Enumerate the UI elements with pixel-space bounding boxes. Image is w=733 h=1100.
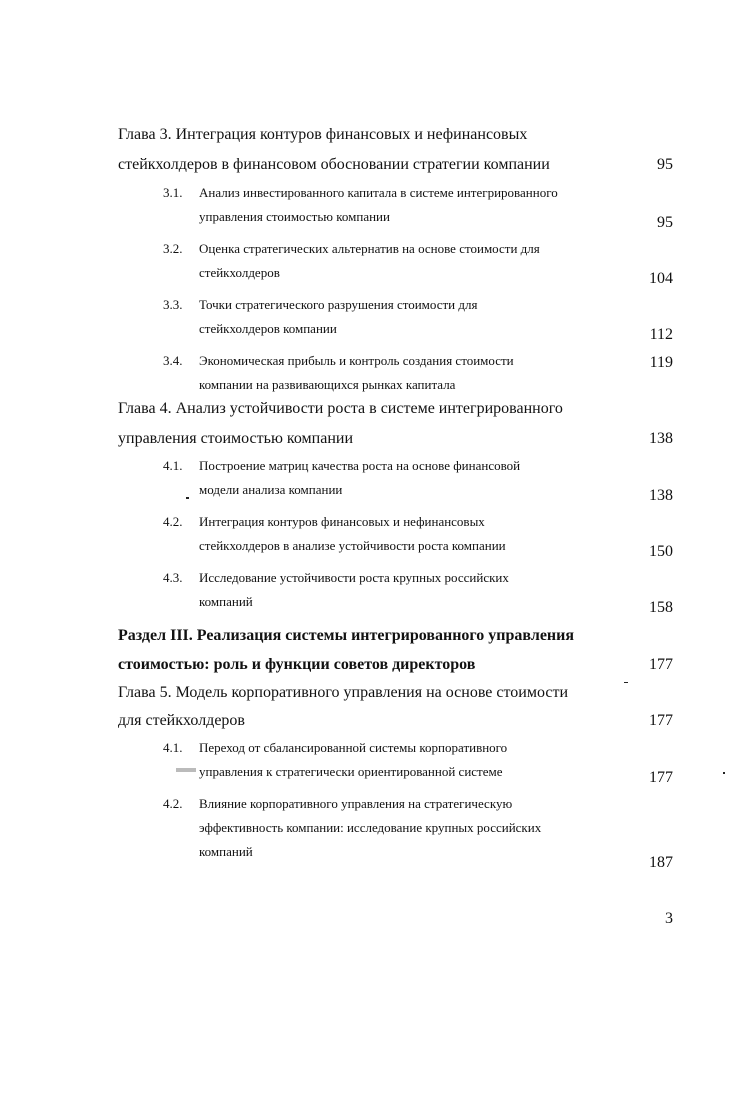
ch4-s1-page: 138 — [649, 487, 673, 504]
ch3-s1-page: 95 — [657, 214, 673, 231]
ch4-title-line2: управления стоимостью компании — [118, 430, 354, 447]
ch5-s2-line1 — [163, 796, 512, 812]
ch5-s1-line1 — [163, 740, 507, 756]
ch4-s2-line1 — [163, 514, 485, 530]
ch5-title-line2: для стейкхолдеров — [118, 712, 245, 729]
ch5-s1-page: 177 — [649, 769, 673, 786]
ch3-s4-num: 3.4. — [163, 353, 183, 368]
ch5-s1-line2: управления к стратегически ориентированной системе — [199, 764, 503, 779]
ch4-s2-page: 150 — [649, 543, 673, 560]
sec3-page: 177 — [649, 656, 673, 673]
ch4-s3-num: 4.3. — [163, 570, 183, 585]
ch4-page: 138 — [649, 430, 673, 447]
ch3-s3-text1: Точки стратегического разрушения стоимости для — [199, 297, 478, 312]
ch5-s2-num: 4.2. — [163, 796, 183, 811]
ch3-s3-num: 3.3. — [163, 297, 183, 312]
ch3-s2-line2: стейкхолдеров — [199, 265, 280, 280]
ch3-title-line1: Глава 3. Интеграция контуров финансовых и нефинансовых — [118, 126, 528, 143]
ch5-title-line1: Глава 5. Модель корпоративного управления на основе стоимости — [118, 684, 569, 701]
ch3-s4-line1 — [163, 353, 514, 369]
ch3-s1-line1 — [163, 185, 558, 201]
ch4-s1-num: 4.1. — [163, 458, 183, 473]
ch5-page: 177 — [649, 712, 673, 729]
ch4-s1-text1: Построение матриц качества роста на основе финансовой — [199, 458, 521, 473]
ch4-s3-text1: Исследование устойчивости роста крупных российских — [199, 570, 509, 585]
scan-speck — [186, 497, 189, 499]
ch4-s1-line1 — [163, 458, 520, 474]
ch3-s3-line2: стейкхолдеров компании — [199, 321, 337, 336]
ch4-s2-line2: стейкхолдеров в анализе устойчивости роста компании — [199, 538, 506, 553]
ch3-s4-line2: компании на развивающихся рынках капитала — [199, 377, 456, 392]
ch5-s2-line3: компаний — [199, 844, 253, 859]
ch3-s1-num: 3.1. — [163, 185, 183, 200]
ch5-s2-page: 187 — [649, 854, 673, 871]
ch3-s2-line1 — [163, 241, 540, 257]
scan-speck — [723, 772, 725, 774]
sec3-title-line2: стоимостью: роль и функции советов директоров — [118, 656, 476, 673]
ch5-s1-text1: Переход от сбалансированной системы корпоративного — [199, 740, 508, 755]
ch3-s1-line2: управления стоимостью компании — [199, 209, 390, 224]
ch3-s4-page: 119 — [649, 354, 673, 371]
ch4-title-line1: Глава 4. Анализ устойчивости роста в системе интегрированного — [118, 400, 563, 417]
ch5-s2-text1: Влияние корпоративного управления на стратегическую — [199, 796, 513, 811]
ch5-s1-num: 4.1. — [163, 740, 183, 755]
ch4-s3-line2: компаний — [199, 594, 253, 609]
ch3-s2-page: 104 — [649, 270, 673, 287]
ch4-s3-line1 — [163, 570, 509, 586]
ch5-s2-line2: эффективность компании: исследование крупных российских — [199, 820, 542, 835]
ch3-s1-text1: Анализ инвестированного капитала в системе интегрированного — [199, 185, 558, 200]
page-number: 3 — [665, 910, 673, 927]
ch3-page: 95 — [657, 156, 673, 173]
ch4-s3-page: 158 — [649, 599, 673, 616]
scan-speck — [624, 682, 628, 683]
ch3-s2-num: 3.2. — [163, 241, 183, 256]
ch3-s3-line1 — [163, 297, 477, 313]
ch3-title-line2: стейкхолдеров в финансовом обосновании стратегии компании — [118, 156, 550, 173]
ch4-s2-text1: Интеграция контуров финансовых и нефинансовых — [199, 514, 485, 529]
sec3-title-line1: Раздел III. Реализация системы интегрированного управления — [118, 627, 575, 644]
scan-speck — [176, 768, 196, 772]
ch3-s3-page: 112 — [649, 326, 673, 343]
ch3-s2-text1: Оценка стратегических альтернатив на основе стоимости для — [199, 241, 540, 256]
ch3-s4-text1: Экономическая прибыль и контроль создания стоимости — [199, 353, 514, 368]
ch4-s1-line2: модели анализа компании — [199, 482, 343, 497]
ch4-s2-num: 4.2. — [163, 514, 183, 529]
